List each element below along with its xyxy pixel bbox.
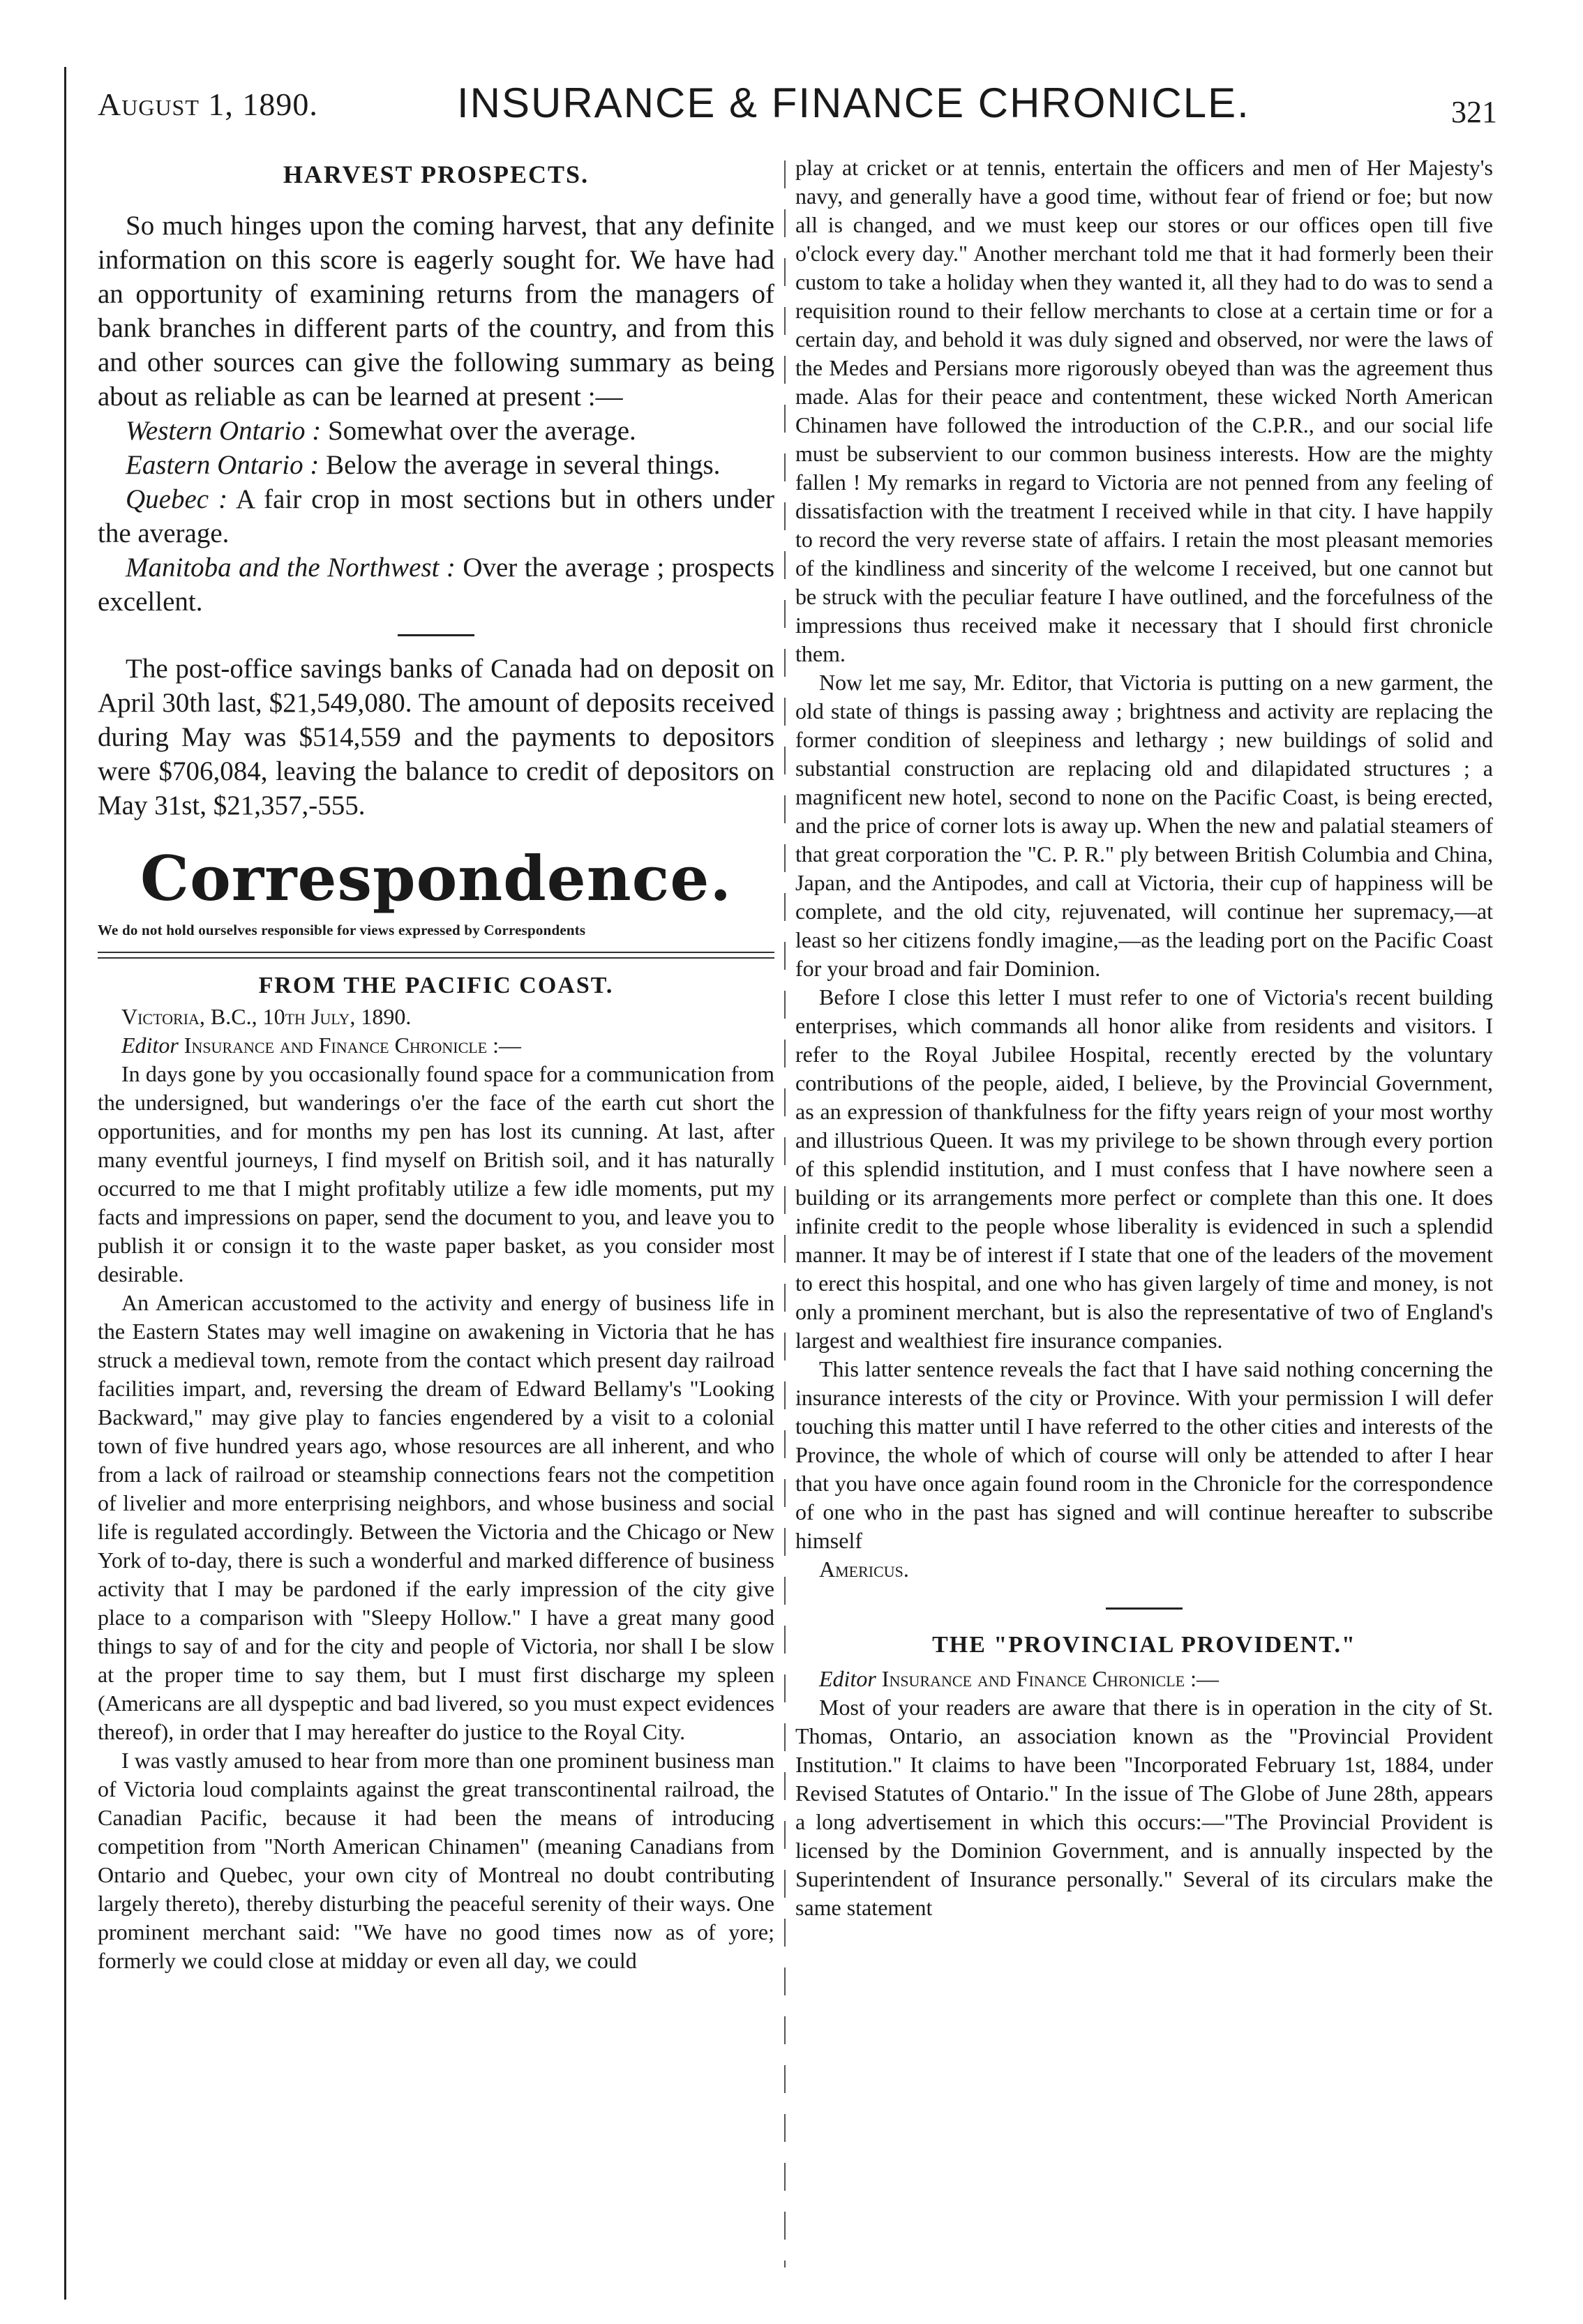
pacific-paragraph: In days gone by you occasionally found space for a communication from the undersigned, but wanderings o'er the face of the earth cut short the opportunities, and for months my pen has lost its cunning. At last, after many eventful journeys, I find myself on British soil, and it has naturally occurred to me that I might profitably utilize a few idle moments, put my facts and impressions on paper, send the document to you, and leave you to publish it or consign it to the waste paper basket, as you consider most desirable.: [98, 1061, 774, 1287]
pacific-paragraph: This latter sentence reveals the fact that I have said nothing concerning the insurance interests of the city or Province. With your permission I will defer touching this matter until I have referred to the other cities and interests of the Province, the whole of which of course will only be attended to after I hear that you have once again found room in the Chronicle for the correspondence of one who in the past has signed and will continue hereafter to subscribe himself: [795, 1356, 1493, 1553]
column-divider: [784, 160, 786, 2267]
pacific-paragraph: play at cricket or at tennis, entertain the officers and men of Her Majesty's navy, and generally have a good time, without fear of friend or foe; but now all is changed, and we must keep our stores or our offices open till five o'clock every day." Another merchant told me that it had formerly been their custom to take a holiday when they wanted it, all they had to do was to send a requisition round to their fellow merchants to close at a certain time or for a certain day, and behold it was duly signed and observed, nor were the laws of the Medes and Persians more rigorously obeyed than was the agreement thus made. Alas for their peace and contentment, these wicked North American Chinamen have followed the introduction of the C.P.R., and our social life must be subservient to our common business interests. How are the mighty fallen ! My remarks in regard to Victoria are not penned from any feeling of dissatisfaction with the treatment I received while in that city. I have happily to record the very reverse state of affairs. I retain the most pleasant memories of the kindliness and sincerity of the welcome I received, but one cannot but be struck with the peculiar feature I have outlined, and the forcefulness of the impressions thus received make it necessary that I should first chronicle them.: [795, 155, 1493, 666]
page-edge-rule: [64, 67, 66, 2300]
pacific-coast-letter: [98, 971, 774, 1975]
pacific-paragraph: Now let me say, Mr. Editor, that Victoria is putting on a new garment, the old state of things is passing away ; brightness and activity are replacing the former condition of sleepiness and lethargy ; new buildings of solid and substantial construction are replacing old and dilapidated structures ; a magnificent new hotel, second to none on the Pacific Coast, is being erected, and the price of corner lots is away up. When the new and palatial steamers of that great corporation the "C. P. R." ply between British Columbia and China, Japan, and the Antipodes, and call at Victoria, their cup of happiness will be complete, and the old city, rejuvenated, will continue her supremacy,—at least so her citizens fondly imagine,—as the leading port on the Pacific Coast for your broad and fair Dominion.: [795, 670, 1493, 981]
pacific-signature: Americus.: [819, 1557, 909, 1582]
pacific-heading: FROM THE PACIFIC COAST.: [258, 973, 614, 998]
right-column: [795, 153, 1493, 1922]
double-rule: [98, 952, 774, 959]
provincial-provident-letter: [795, 1630, 1493, 1922]
correspondence-disclaimer: We do not hold ourselves responsible for views expressed by Correspondents: [98, 922, 586, 938]
savings-banks-paragraph: The post-office savings banks of Canada had on deposit on April 30th last, $21,549,080. The amount of deposits received during May was $514,559 and the payments to depositors were $706,084, leaving the balance to credit of depositors on May 31st, $21,357,-555.: [98, 654, 774, 820]
harvest-article: [98, 153, 774, 823]
pacific-addressee: Editor Insurance and Finance Chronicle :—: [121, 1033, 522, 1058]
journal-title: INSURANCE & FINANCE CHRONICLE.: [457, 80, 1250, 126]
harvest-item-manitoba: Manitoba and the Northwest : Over the average ; prospects excellent.: [98, 553, 775, 617]
pacific-paragraph: Before I close this letter I must refer to one of Victoria's recent building enterprises, which commands all honor alike from residents and visitors. I refer to the Royal Jubilee Hospital, recently erected by the voluntary contributions of the people, aided, I believe, by the Provincial Government, as an expression of thankfulness for the fifty years reign of your most worthy and illustrious Queen. It was my privilege to be shown through every portion of this splendid institution, and I must confess that I have nowhere seen a building or its arrangements more perfect or complete than this one. It does infinite credit to the people whose liberality is evidenced in such a splendid manner. It may be of interest if I state that one of the leaders of the movement to erect this hospital, and one who has given largely of time and money, is not only a prominent merchant, but is also the representative of two of England's largest and wealthiest fire insurance companies.: [795, 984, 1493, 1353]
pacific-coast-letter-continued: [795, 153, 1493, 1584]
harvest-item-eastern: Eastern Ontario : Below the average in several things.: [126, 450, 721, 480]
harvest-item-quebec: Quebec : A fair crop in most sections but in others under the average.: [98, 484, 774, 548]
issue-date: August 1, 1890.: [98, 87, 318, 122]
provident-paragraph: Most of your readers are aware that there is in operation in the city of St. Thomas, Ontario, an association known as the "Provincial Provident Institution." It claims to have been "Incorporated February 1st, 1884, under Revised Statutes of Ontario." In the issue of The Globe of June 28th, appears a long advertisement in which this occurs:—"The Provincial Provident is licensed by the Dominion Government, and is annually inspected by the Superintendent of Insurance personally." Several of its circulars make the same statement: [795, 1695, 1493, 1920]
provident-heading: THE "PROVINCIAL PROVIDENT.": [932, 1632, 1356, 1658]
page-number: 321: [1451, 95, 1497, 129]
harvest-item-western: Western Ontario : Somewhat over the average.: [126, 416, 636, 446]
page-header: [98, 73, 1521, 136]
left-column: [98, 153, 774, 1975]
harvest-heading: HARVEST PROSPECTS.: [283, 160, 590, 188]
pacific-paragraph: I was vastly amused to hear from more than one prominent business man of Victoria loud complaints against the great transcontinental railroad, the Canadian Pacific, because it had been the means of introducing competition from "North American Chinamen" (meaning Canadians from Ontario and Quebec, your own city of Montreal no doubt contributing largely thereto), thereby disturbing the peaceful serenity of their ways. One prominent merchant said: "We have no good times now as of yore; formerly we could close at midday or even all day, we could: [98, 1748, 774, 1973]
harvest-intro: So much hinges upon the coming harvest, that any definite information on this score is eagerly sought for. We have had an opportunity of examining returns from the managers of bank branches in different parts of the country, and from this and other sources can give the following summary as being about as reliable as can be learned at present :—: [98, 211, 774, 412]
correspondence-title: Correspondence.: [140, 842, 732, 915]
short-rule: [1106, 1607, 1183, 1610]
pacific-dateline: Victoria, B.C., 10th July, 1890.: [121, 1004, 412, 1029]
provident-addressee: Editor Insurance and Finance Chronicle :—: [819, 1666, 1220, 1691]
short-rule: [398, 634, 474, 636]
pacific-paragraph: An American accustomed to the activity and energy of business life in the Eastern States may well imagine on awakening in Victoria that he has struck a medieval town, remote from the contact which present day railroad facilities impart, and, reversing the dream of Edward Bellamy's "Looking Backward," may give play to fancies engendered by a visit to a colonial town of five hundred years ago, whose resources are all inherent, and who from a lack of railroad or steamship connections fears not the competition of livelier and more enterprising neighbors, and whose business and social life is regulated accordingly. Between the Victoria and the Chicago or New York of to-day, there is such a wonderful and marked difference of business activity that I may be pardoned if the early impression of the city give place to a comparison with "Sleepy Hollow." I have a great many good things to say of and for the city and people of Victoria, nor shall I be slow at the proper time to say them, but I must first discharge my spleen (Americans are all dyspeptic and bad livered, so you must expect evidences thereof), in order that I may hereafter do justice to the Royal City.: [98, 1290, 774, 1744]
